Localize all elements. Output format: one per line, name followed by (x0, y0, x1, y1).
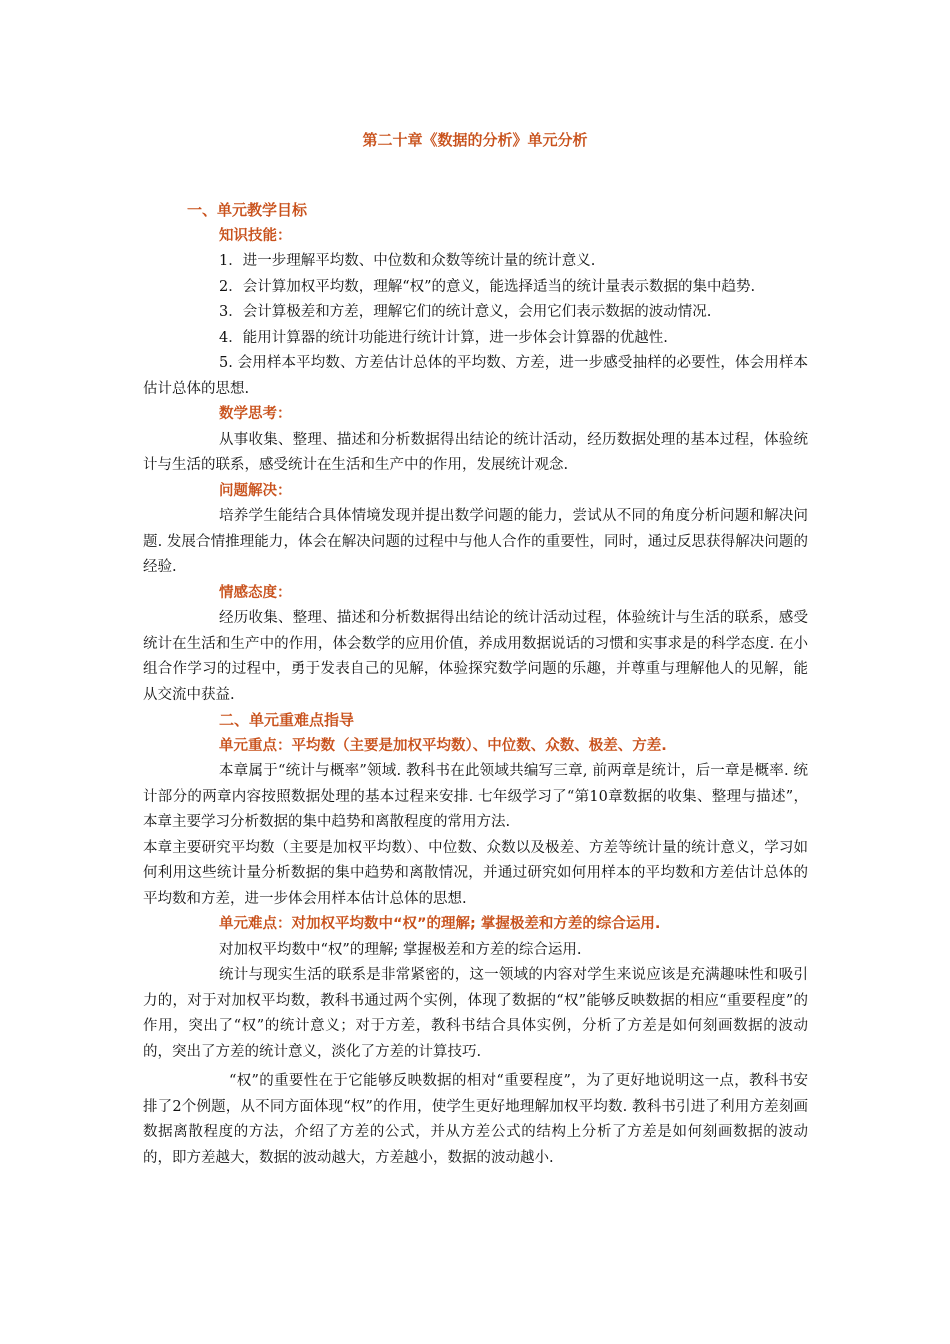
subheading-problem-solving: 问题解决： (219, 482, 292, 499)
subheading-unit-focus: 单元重点：平均数（主要是加权平均数）、中位数、众数、极差、方差. (219, 737, 667, 754)
list-item: 3．会计算极差和方差，理解它们的统计意义，会用它们表示数据的波动情况. (219, 304, 712, 320)
list-item: 4．能用计算器的统计功能进行统计计算，进一步体会计算器的优越性. (219, 329, 668, 346)
paragraph-problem-solving: 培养学生能结合具体情境发现并提出数学问题的能力，尝试从不同的角度分析问题和解决问题. 发展合情推理能力，体会在解决问题的过程中与他人合作的重要性，同时，通过反思获得解决问题的经验. (143, 508, 808, 575)
paragraph-focus-1: 本章属于“统计与概率”领域. 教科书在此领域共编写三章, 前两章是统计，后一章是概率. 统计部分的两章内容按照数据处理的基本过程来安排. 七年级学习了“第10章数据的收集、整理与描述”，本章主要学习分析数据的集中趋势和离散程度的常用方法. (143, 763, 808, 830)
page-title: 第二十章《数据的分析》单元分析 (362, 131, 588, 149)
paragraph-math-thinking: 从事收集、整理、描述和分析数据得出结论的统计活动，经历数据处理的基本过程，体验统计与生活的联系，感受统计在生活和生产中的作用，发展统计观念. (143, 431, 808, 473)
document-body (143, 198, 808, 1171)
paragraph-attitude: 经历收集、整理、描述和分析数据得出结论的统计活动过程，体验统计与生活的联系，感受统计在生活和生产中的作用，体会数学的应用价值，养成用数据说话的习惯和实事求是的科学态度. 在小组合作学习的过程中，勇于发表自己的见解，体验探究数学问题的乐趣，并尊重与理解他人的见解，能从交流中获益. (143, 610, 808, 703)
subheading-unit-difficulty: 单元难点：对加权平均数中“权”的理解; 掌握极差和方差的综合运用. (219, 916, 661, 932)
list-item: 2．会计算加权平均数，理解“权”的意义，能选择适当的统计量表示数据的集中趋势. (219, 278, 756, 295)
subheading-attitude: 情感态度： (219, 584, 292, 601)
paragraph-difficulty-2: 统计与现实生活的联系是非常紧密的，这一领域的内容对学生来说应该是充满趣味性和吸引力的，对于对加权平均数，教科书通过两个实例，体现了数据的“权”能够反映数据的相应“重要程度”的作用，突出了“权”的统计意义；对于方差，教科书结合具体实例，分析了方差是如何刻画数据的波动的，突出了方差的统计意义，淡化了方差的计算技巧. (143, 967, 808, 1060)
list-item: 5. 会用样本平均数、方差估计总体的平均数、方差，进一步感受抽样的必要性，体会用样本估计总体的思想. (143, 355, 808, 397)
section-heading-key-points: 二、单元重难点指导 (219, 711, 355, 729)
paragraph-focus-2: 本章主要研究平均数（主要是加权平均数）、中位数、众数以及极差、方差等统计量的统计意义，学习如何利用这些统计量分析数据的集中趋势和离散情况，并通过研究如何用样本的平均数和方差估计总体的平均数和方差，进一步体会用样本估计总体的思想. (143, 839, 808, 907)
paragraph-difficulty-3: “权”的重要性在于它能够反映数据的相对“重要程度”，为了更好地说明这一点，教科书安排了2个例题，从不同方面体现“权”的作用，使学生更好地理解加权平均数. 教科书引进了利用方差刻画数据离散程度的方法，介绍了方差的公式，并从方差公式的结构上分析了方差是如何刻画数据的波动的，即方差越大，数据的波动越大，方差越小，数据的波动越小. (143, 1073, 808, 1166)
list-item: 1．进一步理解平均数、中位数和众数等统计量的统计意义. (219, 253, 596, 269)
paragraph-difficulty-1: 对加权平均数中“权”的理解; 掌握极差和方差的综合运用. (219, 941, 582, 958)
subheading-math-thinking: 数学思考： (219, 406, 292, 422)
section-heading-teaching-goals: 一、单元教学目标 (187, 201, 308, 219)
subheading-knowledge-skills: 知识技能： (219, 227, 292, 244)
